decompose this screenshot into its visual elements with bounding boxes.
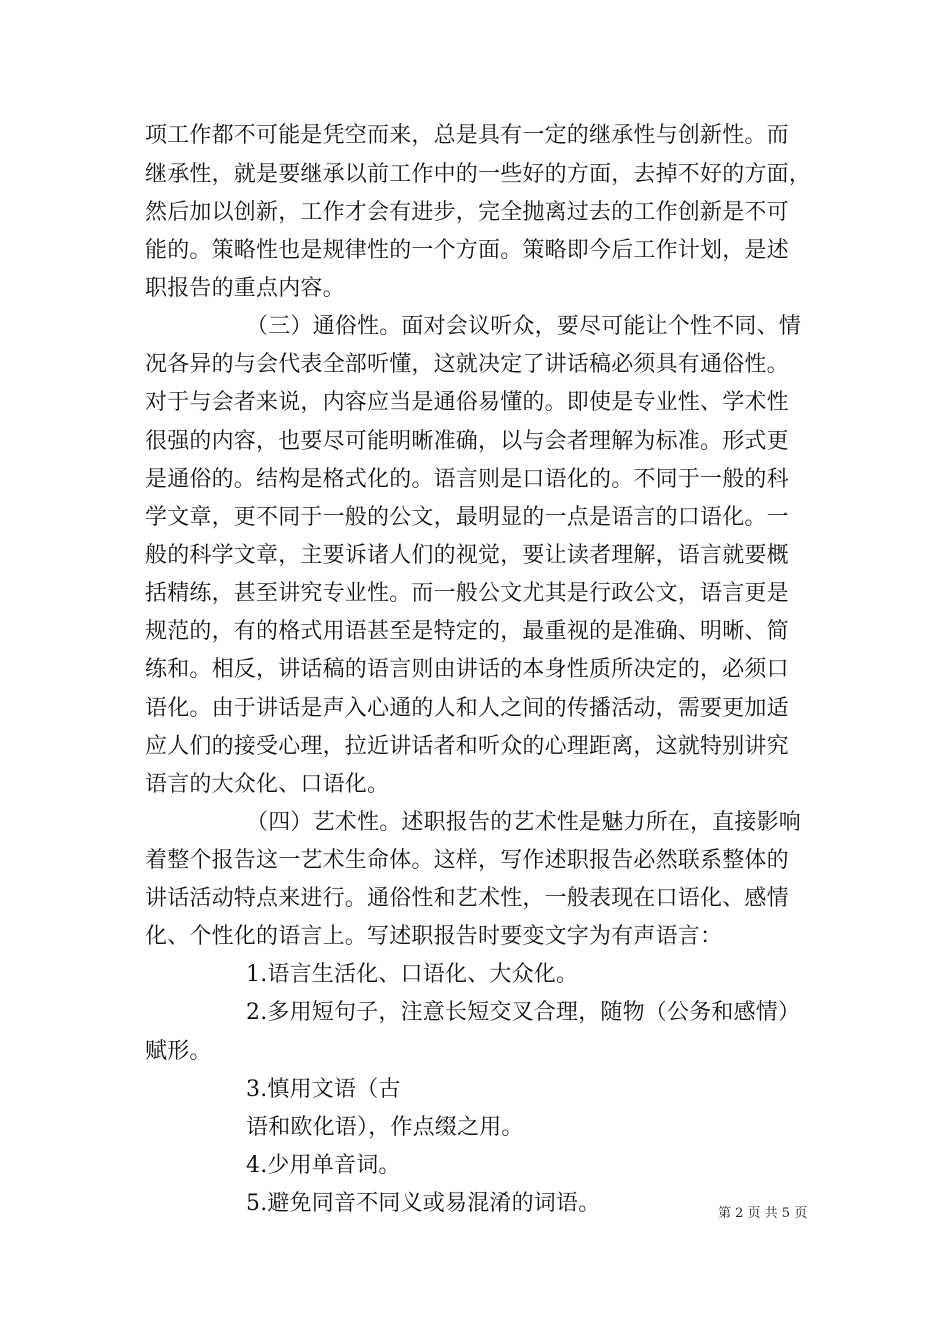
text-line: 项工作都不可能是凭空而来，总是具有一定的继承性与创新性。而 bbox=[145, 123, 789, 148]
text-line: 能的。策略性也是规律性的一个方面。策略即今后工作计划，是述 bbox=[145, 238, 789, 263]
text-line: 练和。相反，讲话稿的语言则由讲话的本身性质所决定的，必须口 bbox=[145, 657, 789, 682]
list-item: 2.多用短句子，注意长短交叉合理，随物（公务和感情） bbox=[246, 1000, 801, 1025]
section-heading-line: （四）艺术性。述职报告的艺术性是魅力所在，直接影响 bbox=[246, 810, 802, 835]
text-line: 应人们的接受心理，拉近讲话者和听众的心理距离，这就特别讲究 bbox=[145, 734, 789, 759]
text-line: 赋形。 bbox=[145, 1039, 212, 1064]
list-item: 5.避免同音不同义或易混淆的词语。 bbox=[246, 1191, 601, 1216]
text-line: 般的科学文章，主要诉诸人们的视觉，要让读者理解，语言就要概 bbox=[145, 543, 789, 568]
text-line: 化、个性化的语言上。写述职报告时要变文字为有声语言： bbox=[145, 924, 723, 949]
section-heading-line: （三）通俗性。面对会议听众，要尽可能让个性不同、情 bbox=[246, 314, 802, 339]
text-line: 然后加以创新，工作才会有进步，完全抛离过去的工作创新是不可 bbox=[145, 200, 789, 225]
text-line: 语言的大众化、口语化。 bbox=[145, 772, 390, 797]
list-item: 4.少用单音词。 bbox=[246, 1153, 401, 1178]
text-line: 学文章，更不同于一般的公文，最明显的一点是语言的口语化。一 bbox=[145, 505, 789, 530]
text-line: 着整个报告这一艺术生命体。这样，写作述职报告必然联系整体的 bbox=[145, 848, 789, 873]
text-line: 职报告的重点内容。 bbox=[145, 276, 345, 301]
text-line: 很强的内容，也要尽可能明晰准确，以与会者理解为标准。形式更 bbox=[145, 429, 789, 454]
text-line: 讲话活动特点来进行。通俗性和艺术性，一般表现在口语化、感情 bbox=[145, 886, 789, 911]
list-item: 1.语言生活化、口语化、大众化。 bbox=[246, 962, 579, 987]
text-line: 是通俗的。结构是格式化的。语言则是口语化的。不同于一般的科 bbox=[145, 467, 789, 492]
page-indicator: 第 2 页 共 5 页 bbox=[718, 1206, 808, 1221]
text-line: 语化。由于讲话是声入心通的人和人之间的传播活动，需要更加适 bbox=[145, 696, 789, 721]
list-item: 3.慎用文语（古 bbox=[246, 1077, 401, 1102]
text-line: 语和欧化语），作点缀之用。 bbox=[246, 1115, 524, 1140]
text-line: 规范的，有的格式用语甚至是特定的，最重视的是准确、明晰、简 bbox=[145, 619, 789, 644]
text-line: 括精练，甚至讲究专业性。而一般公文尤其是行政公文，语言更是 bbox=[145, 581, 789, 606]
text-line: 况各异的与会代表全部听懂，这就决定了讲话稿必须具有通俗性。 bbox=[145, 352, 789, 377]
text-line: 继承性，就是要继承以前工作中的一些好的方面，去掉不好的方面， bbox=[145, 162, 812, 187]
text-line: 对于与会者来说，内容应当是通俗易懂的。即使是专业性、学术性 bbox=[145, 390, 789, 415]
